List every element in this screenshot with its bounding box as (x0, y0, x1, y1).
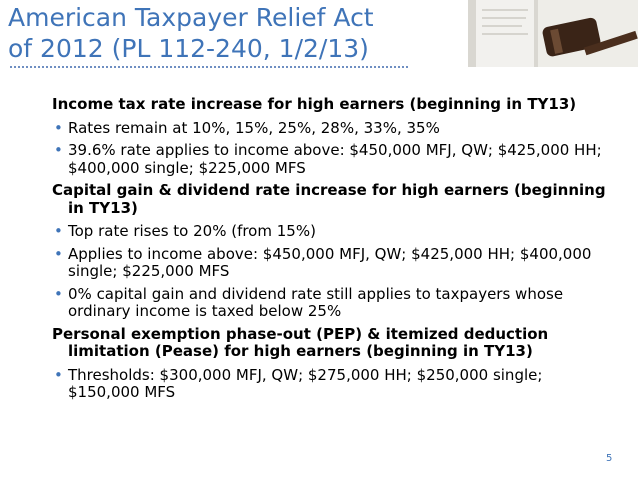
gavel-photo-icon (468, 0, 638, 67)
bullet-icon: • (54, 222, 63, 240)
slide-body (52, 96, 612, 407)
list-item (52, 367, 612, 402)
list-item (52, 142, 612, 177)
list-item (52, 286, 612, 321)
list-item-text: 39.6% rate applies to income above: $450,000 MFJ, QW; $425,000 HH; $400,000 single; $225,000 MFS (68, 141, 602, 177)
bullet-icon: • (54, 118, 63, 137)
list-item (52, 246, 612, 281)
title-divider (10, 66, 408, 68)
list-item-text: Rates remain at 10%, 15%, 25%, 28%, 33%, 35% (68, 118, 440, 137)
list-item (52, 223, 612, 241)
slide-title-line-2: of 2012 (PL 112-240, 1/2/13) (8, 34, 369, 63)
bullet-icon: • (54, 365, 63, 384)
list-item-text: 0% capital gain and dividend rate still applies to taxpayers whose ordinary income is taxed below 25% (68, 284, 564, 320)
slide-title (8, 2, 478, 64)
bullet-icon: • (54, 244, 63, 263)
list-item-text: Top rate rises to 20% (from 15%) (68, 222, 316, 240)
section-heading: Income tax rate increase for high earners (beginning in TY13) (52, 95, 577, 113)
slide-title-line-1: American Taxpayer Relief Act (8, 3, 374, 32)
list-item-text: Thresholds: $300,000 MFJ, QW; $275,000 HH; $250,000 single; $150,000 MFS (68, 365, 543, 401)
section-heading: Capital gain & dividend rate increase for high earners (beginning in TY13) (52, 181, 606, 217)
bullet-icon: • (54, 284, 63, 303)
list-item-text: Applies to income above: $450,000 MFJ, QW; $425,000 HH; $400,000 single; $225,000 MFS (68, 244, 592, 280)
list-item (52, 120, 612, 138)
bullet-icon: • (54, 141, 63, 159)
section-heading: Personal exemption phase-out (PEP) & itemized deduction limitation (Pease) for high earners (beginning in TY13) (52, 324, 549, 360)
page-number: 5 (606, 453, 613, 464)
